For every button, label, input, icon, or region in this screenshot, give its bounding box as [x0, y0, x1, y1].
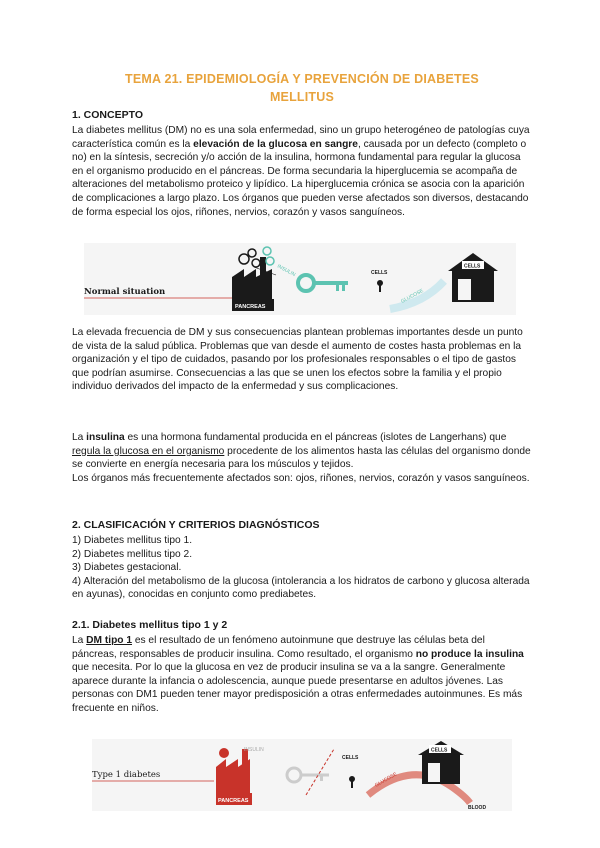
- section-1-paragraph-1: [72, 124, 532, 219]
- document-title: [72, 70, 532, 106]
- normal-situation-diagram: [84, 243, 516, 315]
- text-run: es el resultado de un fenómeno autoinmune que destruye las células beta del páncreas, responsables de producir insulina. Como resultado, el organismo: [72, 635, 485, 660]
- list-item: 1) Diabetes mellitus tipo 1.: [72, 535, 193, 546]
- section-2-1-paragraph: [72, 634, 532, 716]
- section-2-1-heading: 2.1. Diabetes mellitus tipo 1 y 2: [72, 619, 228, 631]
- bold-run: no produce la insulina: [415, 648, 524, 660]
- list-item: 4) Alteración del metabolismo de la glucosa (intolerancia a los hidratos de carbono y glucosa alterada en ayunas), conocidas en conjunto como prediabetes.: [72, 575, 530, 601]
- pancreas-label: PANCREAS: [235, 304, 266, 310]
- bold-underlined-run: DM tipo 1: [86, 635, 133, 646]
- figure-type-1-diabetes: [92, 739, 512, 811]
- text-run: que necesita. Por lo que la glucosa en vez de producir insulina se va a la sangre. Generalmente aparece durante la infancia o adolescencia, aunque puede presentarse en adultos jóvenes. Las personas con DM1 pueden tener mayor predisposición a otras enfermedades autoinmunes. Es más frecuente en niños.: [72, 662, 523, 714]
- underlined-run: regula la glucosa en el organismo: [72, 445, 225, 457]
- text-run: La diabetes mellitus (DM) no es una sola enfermedad, sino un grupo heterogéneo de patologías cuya característica común es la: [72, 125, 530, 150]
- text-run: La: [72, 635, 87, 646]
- text-run: procedente de los alimentos hasta las células del organismo donde se convierte en energía necesaria para los músculos y tejidos.: [72, 445, 531, 471]
- figure-label: Normal situation: [84, 287, 166, 297]
- cells-house-label: CELLS: [464, 263, 481, 270]
- text-run: , causada por un defecto (completo o no) en la síntesis, secreción y/o acción de la insulina, hormona fundamental para regular la glucosa en el organismo producido en el páncreas. De forma secundaria la hiperglucemia se acompaña de alteraciones del metabolismo proteico y lipídico. La hiperglucemia crónica se asocia con la aparición de complicaciones a largo plazo. Los órganos que pueden verse afectados son diversos, destacando de forma especial los ojos, riñones, nervios, corazón y vasos sanguíneos.: [72, 138, 529, 218]
- section-1-paragraph-3: [72, 431, 532, 485]
- type-1-diabetes-diagram: [92, 739, 512, 811]
- blood-label: BLOOD: [468, 805, 487, 811]
- dollar-icon: [219, 748, 229, 758]
- insulin-label: INSULIN: [276, 263, 297, 279]
- glucose-label: GLUCOSE: [374, 771, 399, 789]
- text-run: La: [72, 432, 87, 443]
- section-1-paragraph-2: La elevada frecuencia de DM y sus consecuencias plantean problemas importantes desde un punto de vista de la salud pública. Problemas que van desde el aumento de costes hasta problemas en la organización y el tipo de cuidados, pasando por los profesionales responsables o el tipo de gastos que podrían asumirse. Consecuencias a las que se unen los efectos sobre la familia y el propio individuo derivados del impacto de la enfermedad y sus complicaciones.: [72, 327, 523, 393]
- figure-label: Type 1 diabetes: [92, 770, 161, 780]
- classification-list: [72, 534, 532, 602]
- section-1-heading: 1. CONCEPTO: [72, 109, 143, 121]
- list-item: 3) Diabetes gestacional.: [72, 562, 182, 574]
- insulin-label: INSULIN: [244, 747, 264, 753]
- bold-run: elevación de la glucosa en sangre: [193, 138, 358, 150]
- glucose-label: GLUCOSE: [400, 287, 425, 305]
- cells-house-label: CELLS: [431, 747, 448, 754]
- section-2-heading: 2. CLASIFICACIÓN Y CRITERIOS DIAGNÓSTICOS: [72, 519, 320, 531]
- text-run: es una hormona fundamental producida en el páncreas (islotes de Langerhans) que: [124, 432, 507, 443]
- figure-normal-situation: [84, 243, 516, 315]
- list-item: 2) Diabetes mellitus tipo 2.: [72, 548, 193, 560]
- bold-run: insulina: [86, 432, 125, 443]
- title-line-1: TEMA 21. EPIDEMIOLOGÍA Y PREVENCIÓN DE DIABETES: [125, 72, 479, 86]
- title-line-2: MELLITUS: [269, 90, 335, 104]
- pancreas-label: PANCREAS: [218, 798, 249, 804]
- text-run: Los órganos más frecuentemente afectados son: ojos, riñones, nervios, corazón y vasos sanguíneos.: [72, 472, 530, 484]
- cells-label: CELLS: [371, 270, 388, 276]
- cells-label: CELLS: [342, 755, 359, 761]
